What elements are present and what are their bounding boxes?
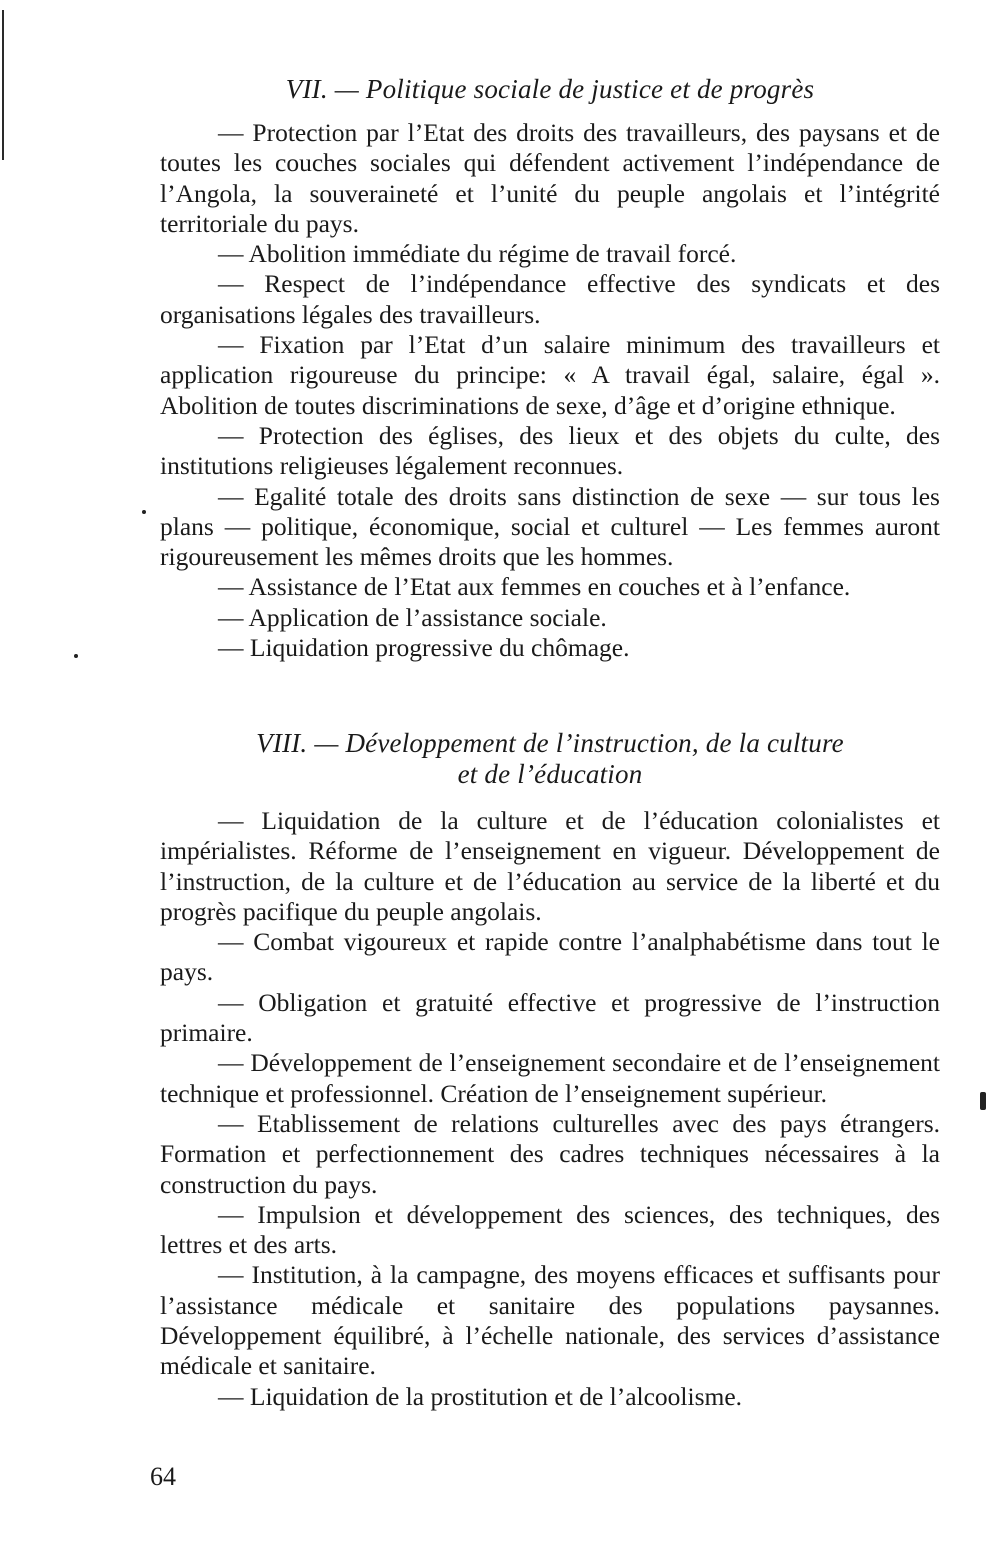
- section-title-line: et de l’éducation: [457, 759, 643, 789]
- section-vii-body: [160, 118, 940, 663]
- section-title-line: VIII. — Développement de l’instruction, de la culture: [256, 728, 844, 758]
- scan-speck: [74, 654, 78, 658]
- paragraph: — Impulsion et développement des sciences, des techniques, des lettres et des arts.: [160, 1199, 940, 1260]
- scan-speck: [142, 510, 146, 514]
- paragraph: — Liquidation progressive du chômage.: [218, 633, 630, 663]
- paragraph: — Etablissement de relations culturelles avec des pays étrangers. Formation et perfectionnement des cadres techniques nécessaires à la construction du pays.: [160, 1108, 940, 1199]
- paragraph: — Respect de l’indépendance effective des syndicats et des organisations légales des travailleurs.: [160, 269, 940, 329]
- paragraph: — Obligation et gratuité effective et progressive de l’instruction primaire.: [160, 987, 940, 1048]
- paragraph: — Assistance de l’Etat aux femmes en couches et à l’enfance.: [218, 572, 851, 602]
- paragraph: — Application de l’assistance sociale.: [218, 602, 607, 632]
- paragraph: — Protection par l’Etat des droits des travailleurs, des paysans et de toutes les couches sociales qui défendent activement l’indépendance de l’Angola, la souveraineté et l’unité du peuple angolais et l’intégrité territoriale du pays.: [160, 118, 940, 238]
- paragraph: — Fixation par l’Etat d’un salaire minimum des travailleurs et application rigoureuse du principe: « A travail égal, salaire, égal ». Abolition de toutes discriminations de sexe, d’âge et d’origine ethnique.: [160, 330, 940, 420]
- paragraph: — Liquidation de la prostitution et de l’alcoolisme.: [218, 1381, 743, 1411]
- section-viii-body: [160, 806, 940, 1412]
- scan-edge-mark: [2, 10, 4, 160]
- scan-speck: [980, 1092, 986, 1110]
- paragraph: — Protection des églises, des lieux et des objets du culte, des institutions religieuses légalement reconnues.: [160, 420, 940, 481]
- paragraph: — Combat vigoureux et rapide contre l’analphabétisme dans tout le pays.: [160, 927, 940, 987]
- paragraph: — Développement de l’enseignement secondaire et de l’enseignement technique et professionnel. Création de l’enseignement supérieur.: [160, 1048, 940, 1108]
- section-title-viii: [160, 728, 940, 790]
- paragraph: — Institution, à la campagne, des moyens efficaces et suffisants pour l’assistance médicale et sanitaire des populations paysannes. Développement équilibré, à l’échelle nationale, des services d’assistance médicale et sanitaire.: [160, 1260, 940, 1381]
- page-number: 64: [150, 1462, 176, 1491]
- paragraph: — Liquidation de la culture et de l’éducation colonialistes et impérialistes. Réforme de l’enseignement en vigueur. Développement de l’instruction, de la culture et de l’éducation au service de la liberté et du progrès pacifique du peuple angolais.: [160, 806, 940, 926]
- paragraph: — Abolition immédiate du régime de travail forcé.: [218, 239, 737, 269]
- section-title-vii: VII. — Politique sociale de justice et de progrès: [285, 74, 815, 104]
- paragraph: — Egalité totale des droits sans distinction de sexe — sur tous les plans — politique, économique, social et culturel — Les femmes auront rigoureusement les mêmes droits que les hommes.: [160, 481, 940, 572]
